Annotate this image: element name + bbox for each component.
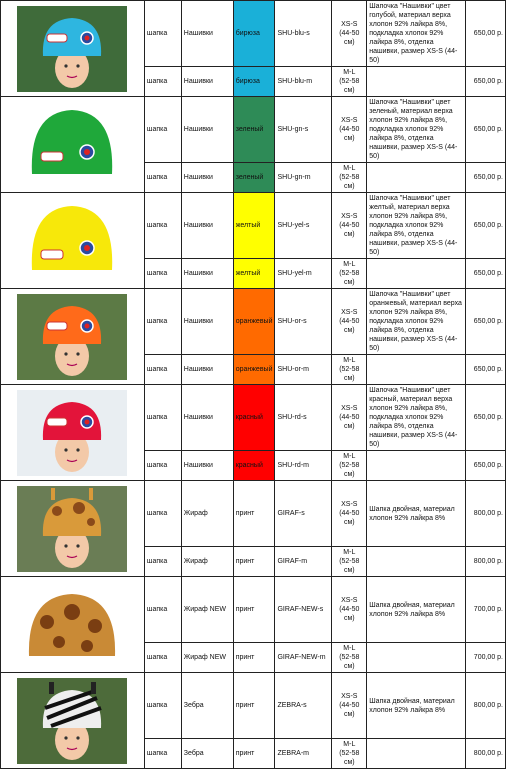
size-cell <box>332 577 367 643</box>
product-name-cell: шапка <box>144 577 181 643</box>
price-cell: 650,00 р. <box>466 289 506 355</box>
brand-cell: Нашивки <box>181 451 233 481</box>
product-name-cell: шапка <box>144 289 181 355</box>
size-cell <box>332 163 367 193</box>
size-range: (44-50 см) <box>339 30 360 46</box>
sku-cell: SHU-yel-m <box>275 259 332 289</box>
size-label: M-L <box>343 645 356 652</box>
sku-cell: SHU-or-s <box>275 289 332 355</box>
orange-hat-kid-photo <box>1 289 145 385</box>
price-cell: 650,00 р. <box>466 1 506 67</box>
color-cell: красный <box>233 451 275 481</box>
size-range: (44-50 см) <box>339 606 360 622</box>
color-cell: желтый <box>233 259 275 289</box>
sku-cell: SHU-gn-m <box>275 163 332 193</box>
sku-cell: SHU-rd-s <box>275 385 332 451</box>
color-cell: принт <box>233 577 275 643</box>
size-cell <box>332 547 367 577</box>
size-label: M-L <box>343 165 356 172</box>
description-cell: Шапочка "Нашивки" цвет оранжевый, материал верха хлопон 92% лайкра 8%, подкладка хлопок 92% лайкра 8%, отделка нашивки, размер XS-S (44-50) <box>367 289 466 355</box>
size-cell <box>332 451 367 481</box>
product-name-cell: шапка <box>144 673 181 739</box>
product-name-cell: шапка <box>144 385 181 451</box>
brand-cell: Нашивки <box>181 385 233 451</box>
size-range: (52-58 см) <box>339 174 360 190</box>
description-cell <box>367 355 466 385</box>
size-label: XS-S <box>341 21 358 28</box>
zebra-hat-kid-photo <box>1 673 145 769</box>
table-row <box>1 193 506 259</box>
price-cell: 800,00 р. <box>466 739 506 769</box>
table-row <box>1 577 506 643</box>
sku-cell: SHU-blu-m <box>275 67 332 97</box>
color-cell: принт <box>233 739 275 769</box>
table-row <box>1 385 506 451</box>
size-label: M-L <box>343 357 356 364</box>
size-range: (44-50 см) <box>339 702 360 718</box>
product-name-cell: шапка <box>144 1 181 67</box>
product-name-cell: шапка <box>144 67 181 97</box>
description-cell: Шапка двойная, материал хлопон 92% лайкра 8% <box>367 481 466 547</box>
size-range: (52-58 см) <box>339 78 360 94</box>
size-cell <box>332 289 367 355</box>
brand-cell: Нашивки <box>181 1 233 67</box>
description-cell: Шапочка "Нашивки" цвет желтый, материал верха хлопон 92% лайкра 8%, подкладка хлопок 92% лайкра 8%, отделка нашивки, размер XS-S (44-50) <box>367 193 466 259</box>
description-cell <box>367 451 466 481</box>
color-cell: принт <box>233 547 275 577</box>
red-hat-kid-photo <box>1 385 145 481</box>
sku-cell: SHU-rd-m <box>275 451 332 481</box>
price-cell: 650,00 р. <box>466 163 506 193</box>
color-cell: принт <box>233 673 275 739</box>
color-cell: зеленый <box>233 163 275 193</box>
description-cell: Шапочка "Нашивки" цвет голубой, материал верха хлопон 92% лайкра 8%, подкладка хлопок 92% лайкра 8%, отделка нашивки, размер XS-S (44-50) <box>367 1 466 67</box>
size-range: (44-50 см) <box>339 318 360 334</box>
brand-cell: Нашивки <box>181 289 233 355</box>
table-row <box>1 673 506 739</box>
sku-cell: GIRAF-m <box>275 547 332 577</box>
sku-cell: ZEBRA-m <box>275 739 332 769</box>
description-cell <box>367 643 466 673</box>
brand-cell: Нашивки <box>181 163 233 193</box>
color-cell: бирюза <box>233 1 275 67</box>
size-cell <box>332 97 367 163</box>
product-name-cell: шапка <box>144 451 181 481</box>
table-row <box>1 97 506 163</box>
table-row <box>1 1 506 67</box>
brand-cell: Жираф NEW <box>181 577 233 643</box>
size-cell <box>332 739 367 769</box>
size-cell <box>332 355 367 385</box>
price-cell: 700,00 р. <box>466 577 506 643</box>
price-cell: 650,00 р. <box>466 355 506 385</box>
description-cell: Шапочка "Нашивки" цвет зеленый, материал верха хлопон 92% лайкра 8%, подкладка хлопок 92% лайкра 8%, отделка нашивки, размер XS-S (44-50) <box>367 97 466 163</box>
brand-cell: Нашивки <box>181 355 233 385</box>
size-range: (52-58 см) <box>339 654 360 670</box>
table-row <box>1 481 506 547</box>
color-cell: оранжевый <box>233 289 275 355</box>
price-cell: 650,00 р. <box>466 451 506 481</box>
size-range: (52-58 см) <box>339 750 360 766</box>
size-label: XS-S <box>341 213 358 220</box>
description-cell <box>367 547 466 577</box>
size-label: M-L <box>343 741 356 748</box>
color-cell: принт <box>233 643 275 673</box>
size-cell <box>332 193 367 259</box>
brand-cell: Жираф NEW <box>181 643 233 673</box>
sku-cell: GIRAF-NEW-s <box>275 577 332 643</box>
sku-cell: SHU-or-m <box>275 355 332 385</box>
color-cell: зеленый <box>233 97 275 163</box>
product-name-cell: шапка <box>144 547 181 577</box>
size-range: (44-50 см) <box>339 414 360 430</box>
size-label: M-L <box>343 549 356 556</box>
size-range: (44-50 см) <box>339 510 360 526</box>
price-cell: 650,00 р. <box>466 193 506 259</box>
description-cell: Шапка двойная, материал хлопон 92% лайкра 8% <box>367 577 466 643</box>
brand-cell: Зебра <box>181 739 233 769</box>
brand-cell: Жираф <box>181 481 233 547</box>
brand-cell: Нашивки <box>181 67 233 97</box>
size-range: (52-58 см) <box>339 558 360 574</box>
brand-cell: Нашивки <box>181 193 233 259</box>
sku-cell: SHU-blu-s <box>275 1 332 67</box>
product-name-cell: шапка <box>144 97 181 163</box>
yellow-hat-photo <box>1 193 145 289</box>
sku-cell: GIRAF-s <box>275 481 332 547</box>
size-range: (44-50 см) <box>339 222 360 238</box>
price-cell: 650,00 р. <box>466 67 506 97</box>
brand-cell: Нашивки <box>181 259 233 289</box>
green-hat-photo <box>1 97 145 193</box>
price-cell: 650,00 р. <box>466 385 506 451</box>
price-cell: 650,00 р. <box>466 259 506 289</box>
price-cell: 700,00 р. <box>466 643 506 673</box>
size-label: M-L <box>343 261 356 268</box>
price-cell: 800,00 р. <box>466 547 506 577</box>
description-cell <box>367 163 466 193</box>
price-cell: 650,00 р. <box>466 97 506 163</box>
size-cell <box>332 259 367 289</box>
color-cell: оранжевый <box>233 355 275 385</box>
size-range: (52-58 см) <box>339 366 360 382</box>
sku-cell: SHU-gn-s <box>275 97 332 163</box>
size-cell <box>332 643 367 673</box>
size-cell <box>332 67 367 97</box>
size-label: XS-S <box>341 597 358 604</box>
product-name-cell: шапка <box>144 481 181 547</box>
size-range: (44-50 см) <box>339 126 360 142</box>
giraffe-hat-kid-photo <box>1 481 145 577</box>
sku-cell: SHU-yel-s <box>275 193 332 259</box>
brand-cell: Зебра <box>181 673 233 739</box>
sku-cell: ZEBRA-s <box>275 673 332 739</box>
description-cell <box>367 259 466 289</box>
color-cell: принт <box>233 481 275 547</box>
size-label: XS-S <box>341 117 358 124</box>
product-name-cell: шапка <box>144 643 181 673</box>
table-row <box>1 289 506 355</box>
size-label: XS-S <box>341 405 358 412</box>
description-cell: Шапка двойная, материал хлопон 92% лайкра 8% <box>367 673 466 739</box>
size-label: XS-S <box>341 693 358 700</box>
size-cell <box>332 673 367 739</box>
sku-cell: GIRAF-NEW-m <box>275 643 332 673</box>
color-cell: красный <box>233 385 275 451</box>
size-cell <box>332 1 367 67</box>
giraffe-new-hat-photo <box>1 577 145 673</box>
price-cell: 800,00 р. <box>466 673 506 739</box>
size-label: XS-S <box>341 501 358 508</box>
color-cell: бирюза <box>233 67 275 97</box>
product-name-cell: шапка <box>144 355 181 385</box>
size-cell <box>332 385 367 451</box>
size-label: M-L <box>343 69 356 76</box>
size-label: XS-S <box>341 309 358 316</box>
color-cell: желтый <box>233 193 275 259</box>
brand-cell: Нашивки <box>181 97 233 163</box>
size-label: M-L <box>343 453 356 460</box>
size-cell <box>332 481 367 547</box>
product-name-cell: шапка <box>144 193 181 259</box>
description-cell <box>367 739 466 769</box>
size-range: (52-58 см) <box>339 462 360 478</box>
price-cell: 800,00 р. <box>466 481 506 547</box>
description-cell: Шапочка "Нашивки" цвет красный, материал верха хлопон 92% лайкра 8%, подкладка хлопок 92% лайкра 8%, отделка нашивки, размер XS-S (44-50) <box>367 385 466 451</box>
product-name-cell: шапка <box>144 739 181 769</box>
blue-hat-kid-photo <box>1 1 145 97</box>
brand-cell: Жираф <box>181 547 233 577</box>
description-cell <box>367 67 466 97</box>
size-range: (52-58 см) <box>339 270 360 286</box>
product-name-cell: шапка <box>144 259 181 289</box>
product-name-cell: шапка <box>144 163 181 193</box>
